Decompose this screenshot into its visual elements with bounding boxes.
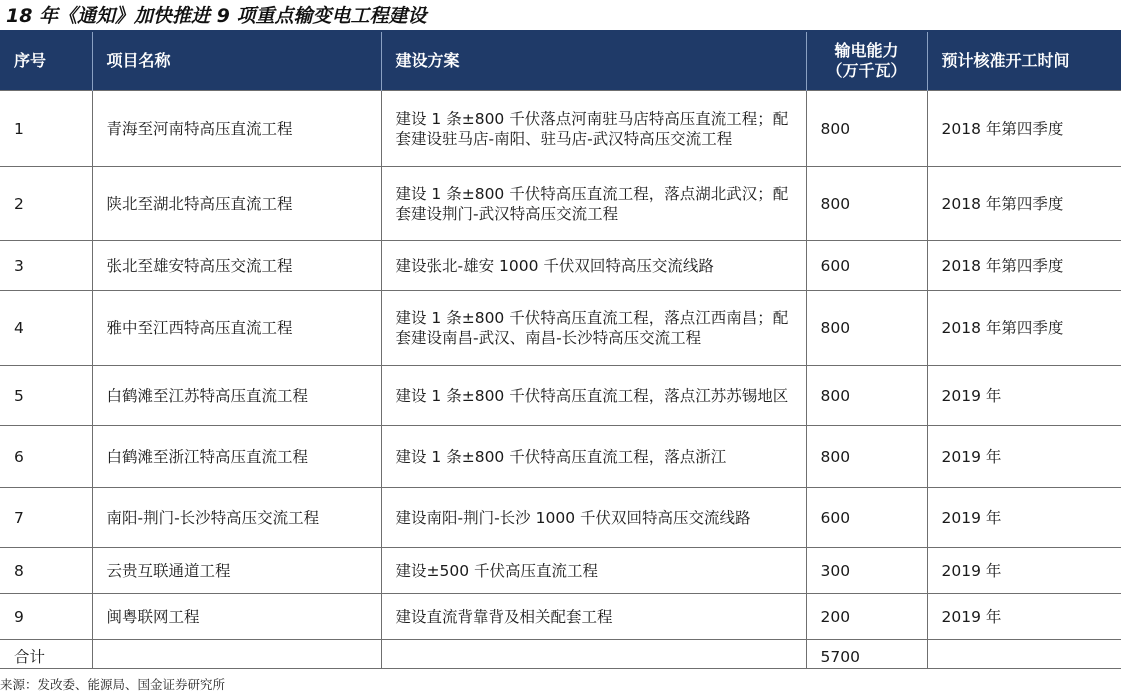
project-name: 白鹤滩至江苏特高压直流工程 bbox=[92, 366, 381, 426]
col-header-plan: 建设方案 bbox=[381, 32, 806, 91]
table-title: 18 年《通知》加快推进 9 项重点输变电工程建设 bbox=[6, 5, 427, 27]
project-name: 青海至河南特高压直流工程 bbox=[92, 91, 381, 167]
row-number: 7 bbox=[0, 488, 92, 548]
empty-cell bbox=[92, 640, 381, 669]
project-time: 2019 年 bbox=[927, 594, 1121, 640]
table-row bbox=[0, 548, 1121, 594]
table-row bbox=[0, 241, 1121, 291]
project-name: 张北至雄安特高压交流工程 bbox=[92, 241, 381, 291]
project-capacity: 200 bbox=[806, 594, 927, 640]
project-plan: 建设 1 条±800 千伏特高压直流工程，落点湖北武汉；配套建设荆门-武汉特高压交流工程 bbox=[381, 167, 806, 241]
source-note: 来源：发改委、能源局、国金证券研究所 bbox=[0, 677, 226, 692]
empty-cell bbox=[927, 640, 1121, 669]
col-header-name: 项目名称 bbox=[92, 32, 381, 91]
project-capacity: 800 bbox=[806, 91, 927, 167]
project-time: 2018 年第四季度 bbox=[927, 91, 1121, 167]
table-row bbox=[0, 488, 1121, 548]
project-capacity: 800 bbox=[806, 426, 927, 488]
table-row bbox=[0, 291, 1121, 366]
total-label: 合计 bbox=[0, 640, 92, 669]
project-plan: 建设直流背靠背及相关配套工程 bbox=[381, 594, 806, 640]
total-capacity: 5700 bbox=[806, 640, 927, 669]
table-row bbox=[0, 594, 1121, 640]
table-row bbox=[0, 167, 1121, 241]
row-number: 4 bbox=[0, 291, 92, 366]
project-time: 2018 年第四季度 bbox=[927, 167, 1121, 241]
project-plan: 建设 1 条±800 千伏特高压直流工程，落点江西南昌；配套建设南昌-武汉、南昌-长沙特高压交流工程 bbox=[381, 291, 806, 366]
project-capacity: 600 bbox=[806, 241, 927, 291]
project-capacity: 800 bbox=[806, 366, 927, 426]
project-plan: 建设南阳-荆门-长沙 1000 千伏双回特高压交流线路 bbox=[381, 488, 806, 548]
project-name: 南阳-荆门-长沙特高压交流工程 bbox=[92, 488, 381, 548]
total-row bbox=[0, 640, 1121, 669]
col-header-time: 预计核准开工时间 bbox=[927, 32, 1121, 91]
project-capacity: 800 bbox=[806, 167, 927, 241]
row-number: 8 bbox=[0, 548, 92, 594]
project-name: 闽粤联网工程 bbox=[92, 594, 381, 640]
project-plan: 建设张北-雄安 1000 千伏双回特高压交流线路 bbox=[381, 241, 806, 291]
project-plan: 建设 1 条±800 千伏特高压直流工程，落点浙江 bbox=[381, 426, 806, 488]
project-time: 2019 年 bbox=[927, 366, 1121, 426]
project-name: 陕北至湖北特高压直流工程 bbox=[92, 167, 381, 241]
project-time: 2018 年第四季度 bbox=[927, 291, 1121, 366]
row-number: 5 bbox=[0, 366, 92, 426]
project-capacity: 600 bbox=[806, 488, 927, 548]
projects-table bbox=[0, 32, 1121, 669]
row-number: 3 bbox=[0, 241, 92, 291]
project-time: 2019 年 bbox=[927, 548, 1121, 594]
project-time: 2019 年 bbox=[927, 488, 1121, 548]
project-time: 2018 年第四季度 bbox=[927, 241, 1121, 291]
project-capacity: 800 bbox=[806, 291, 927, 366]
project-plan: 建设±500 千伏高压直流工程 bbox=[381, 548, 806, 594]
row-number: 9 bbox=[0, 594, 92, 640]
header-row bbox=[0, 32, 1121, 91]
project-time: 2019 年 bbox=[927, 426, 1121, 488]
row-number: 6 bbox=[0, 426, 92, 488]
project-capacity: 300 bbox=[806, 548, 927, 594]
project-name: 云贵互联通道工程 bbox=[92, 548, 381, 594]
table-row bbox=[0, 426, 1121, 488]
project-name: 雅中至江西特高压直流工程 bbox=[92, 291, 381, 366]
project-plan: 建设 1 条±800 千伏落点河南驻马店特高压直流工程；配套建设驻马店-南阳、驻马店-武汉特高压交流工程 bbox=[381, 91, 806, 167]
empty-cell bbox=[381, 640, 806, 669]
table-row bbox=[0, 91, 1121, 167]
project-plan: 建设 1 条±800 千伏特高压直流工程，落点江苏苏锡地区 bbox=[381, 366, 806, 426]
col-header-capacity: 输电能力 （万千瓦） bbox=[806, 32, 927, 91]
project-name: 白鹤滩至浙江特高压直流工程 bbox=[92, 426, 381, 488]
row-number: 2 bbox=[0, 167, 92, 241]
col-header-no: 序号 bbox=[0, 32, 92, 91]
row-number: 1 bbox=[0, 91, 92, 167]
table-row bbox=[0, 366, 1121, 426]
